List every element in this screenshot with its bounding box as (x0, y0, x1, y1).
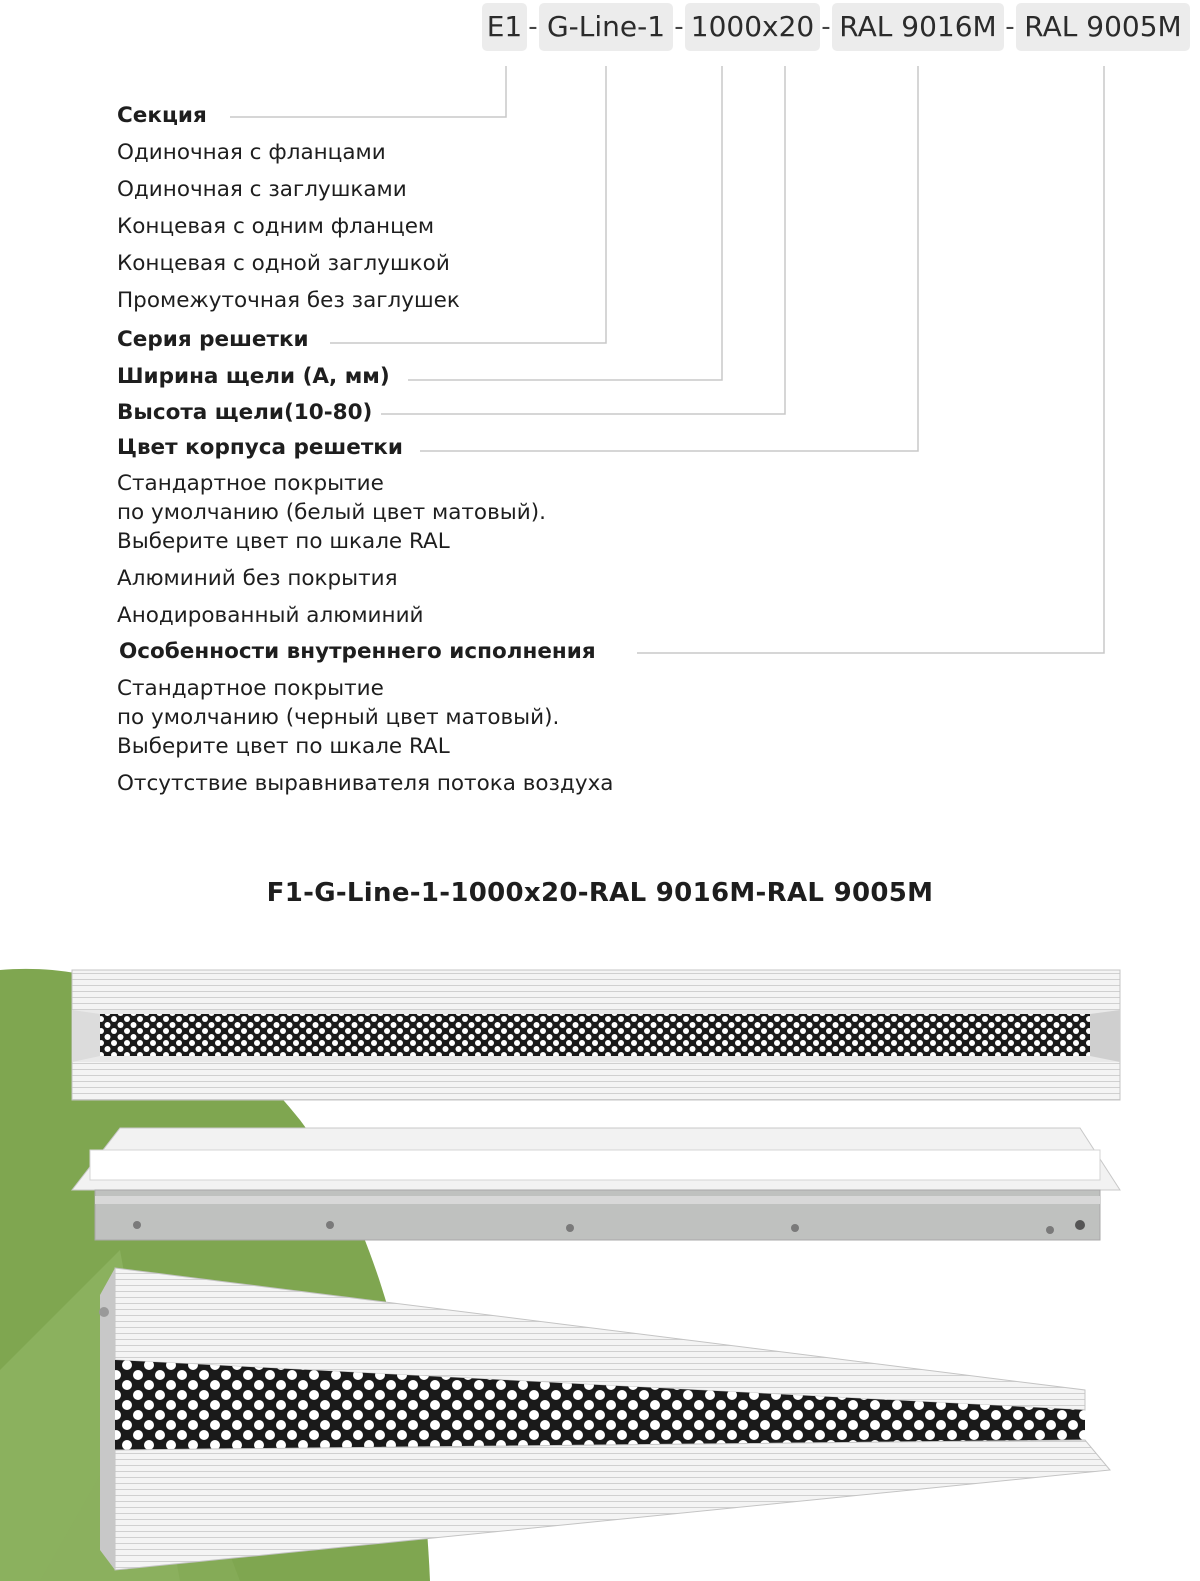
code-separator: - (674, 12, 684, 42)
width-heading: Ширина щели (А, мм) (117, 364, 390, 389)
code-chip-body-color: RAL 9016M (832, 3, 1004, 51)
diffuser-side-view (72, 1128, 1120, 1240)
leader-line-interior (637, 66, 1104, 653)
code-separator: - (1005, 12, 1015, 42)
section-heading: Секция (117, 103, 207, 128)
series-heading: Серия решетки (117, 327, 309, 352)
interior-desc: Отсутствие выравнивателя потока воздуха (117, 771, 614, 796)
leader-line-height (381, 66, 785, 414)
diffuser-front-view (72, 970, 1120, 1100)
code-chip-series: G-Line-1 (539, 3, 673, 51)
body-color-desc: Анодированный алюминий (117, 603, 424, 628)
example-code-title: F1-G-Line-1-1000x20-RAL 9016M-RAL 9005M (266, 878, 934, 908)
leader-line-section (230, 66, 506, 117)
code-chip-size: 1000x20 (685, 3, 820, 51)
diffuser-perspective-view (99, 1268, 1110, 1570)
product-illustration (0, 950, 1200, 1581)
section-desc: Концевая с одной заглушкой (117, 251, 450, 276)
code-chip-section: E1 (482, 3, 527, 51)
code-chip-interior-color: RAL 9005M (1016, 3, 1190, 51)
code-separator: - (821, 12, 831, 42)
leader-line-body-color (420, 66, 918, 451)
section-desc: Концевая с одним фланцем (117, 214, 435, 239)
interior-desc: Выберите цвет по шкале RAL (117, 734, 450, 759)
body-color-heading: Цвет корпуса решетки (117, 435, 403, 460)
interior-desc: Стандартное покрытие (117, 676, 384, 701)
interior-heading: Особенности внутреннего исполнения (119, 639, 596, 664)
interior-desc: по умолчанию (черный цвет матовый). (117, 705, 560, 730)
code-separator: - (528, 12, 538, 42)
leader-line-width (408, 66, 722, 380)
section-desc: Одиночная с фланцами (117, 140, 386, 165)
section-desc: Промежуточная без заглушек (117, 288, 460, 313)
body-color-desc: Стандартное покрытие (117, 471, 384, 496)
body-color-desc: по умолчанию (белый цвет матовый). (117, 500, 546, 525)
section-desc: Одиночная с заглушками (117, 177, 407, 202)
height-heading: Высота щели(10-80) (117, 400, 373, 425)
body-color-desc: Выберите цвет по шкале RAL (117, 529, 450, 554)
body-color-desc: Алюминий без покрытия (117, 566, 398, 591)
